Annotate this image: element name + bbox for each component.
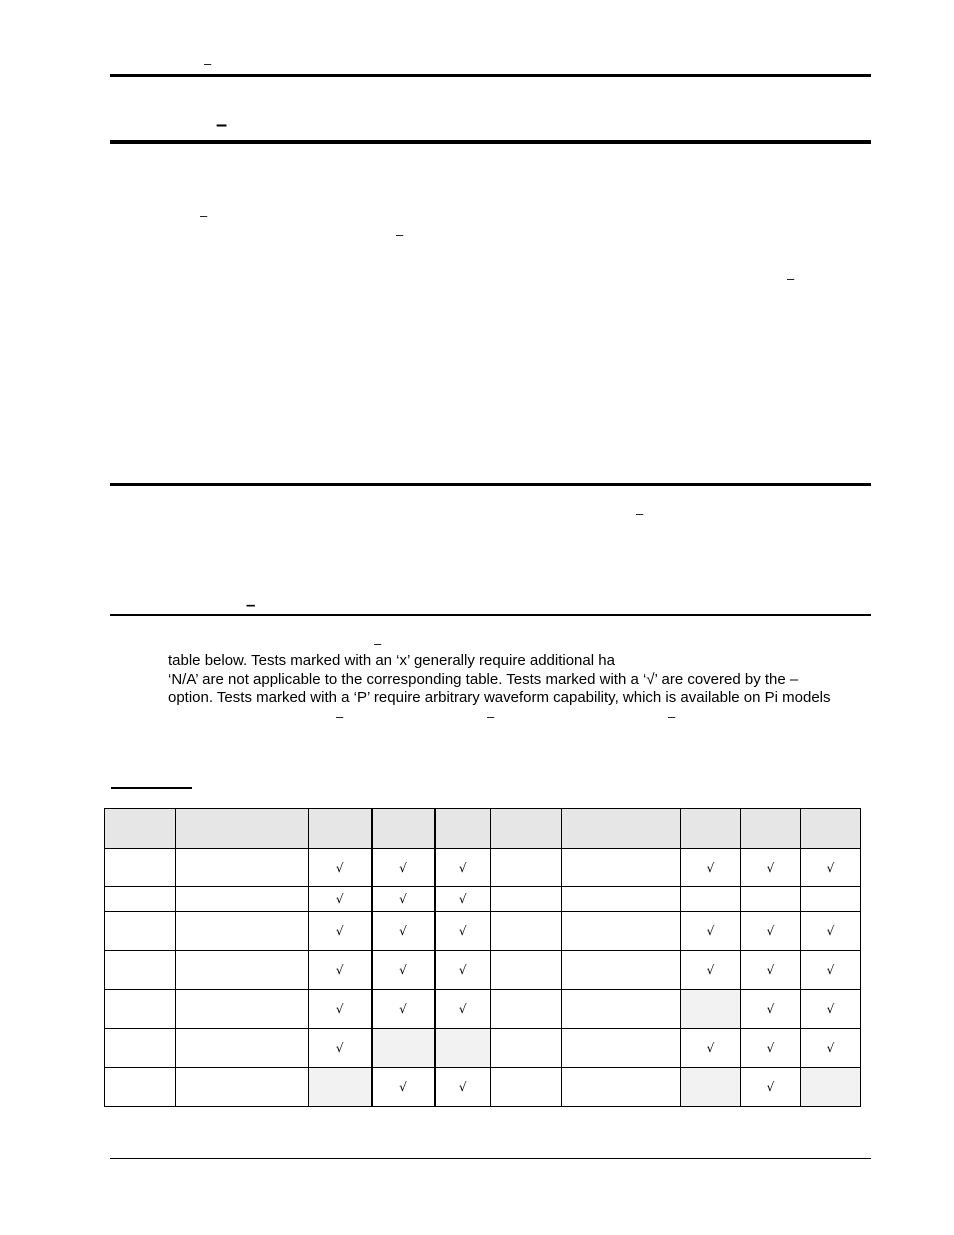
table-cell [681, 1068, 741, 1107]
table-cell [176, 1068, 309, 1107]
header-cell [562, 809, 681, 849]
table-cell [681, 887, 741, 912]
table-cell: √ [801, 849, 861, 887]
table-row [105, 887, 861, 912]
table-cell [491, 849, 562, 887]
table-cell [309, 1068, 372, 1107]
section3-rule [110, 614, 871, 616]
intro-line-3: option. Tests marked with a ‘P’ require arbitrary waveform capability, which is available on Pi models [168, 689, 831, 706]
table-caption-underline [111, 787, 192, 789]
header-cell [105, 809, 176, 849]
table-cell: √ [435, 951, 491, 990]
table-cell: √ [435, 1068, 491, 1107]
table-cell [491, 1029, 562, 1068]
table-cell [105, 1068, 176, 1107]
table-cell: √ [681, 849, 741, 887]
section3-heading-dash: – [246, 595, 256, 614]
table-cell [562, 951, 681, 990]
section2-rule [110, 483, 871, 486]
table-cell: √ [741, 951, 801, 990]
table-header-row [105, 809, 861, 849]
header-cell [801, 809, 861, 849]
table-cell [491, 887, 562, 912]
header-cell [176, 809, 309, 849]
table-cell [105, 849, 176, 887]
table-cell: √ [435, 912, 491, 951]
table-cell: √ [372, 912, 435, 951]
footer-rule [110, 1158, 871, 1159]
table-cell: √ [309, 951, 372, 990]
compatibility-table [104, 808, 861, 1107]
table-cell [176, 990, 309, 1029]
table-cell: √ [741, 990, 801, 1029]
table-cell [562, 887, 681, 912]
table-cell: √ [372, 849, 435, 887]
intro-dash-line4-b: – [487, 709, 495, 724]
table-cell [562, 912, 681, 951]
table-cell [491, 912, 562, 951]
table-cell: √ [801, 912, 861, 951]
table-cell: √ [435, 887, 491, 912]
table-cell: √ [741, 912, 801, 951]
body-dash-c: – [787, 271, 795, 286]
table-row [105, 990, 861, 1029]
table-row [105, 912, 861, 951]
header-cell [435, 809, 491, 849]
table-cell [681, 990, 741, 1029]
table-cell: √ [801, 990, 861, 1029]
table-cell: √ [309, 990, 372, 1029]
table-cell [741, 887, 801, 912]
header-rule [110, 74, 871, 77]
table-cell: √ [681, 951, 741, 990]
table-cell [801, 1068, 861, 1107]
table-cell: √ [372, 887, 435, 912]
table-cell [176, 1029, 309, 1068]
table-row [105, 951, 861, 990]
intro-dash-top: – [374, 636, 382, 651]
table-cell [562, 1068, 681, 1107]
table-cell: √ [681, 1029, 741, 1068]
table-row [105, 849, 861, 887]
table-cell [176, 887, 309, 912]
header-cell [372, 809, 435, 849]
table-cell [176, 951, 309, 990]
table-cell [105, 990, 176, 1029]
table-cell: √ [801, 951, 861, 990]
table-cell [562, 849, 681, 887]
table-cell: √ [372, 1068, 435, 1107]
body-dash-b: – [396, 227, 404, 242]
table-cell [435, 1029, 491, 1068]
table-cell: √ [372, 951, 435, 990]
section1-rule [110, 140, 871, 144]
table-cell [176, 849, 309, 887]
header-cell [741, 809, 801, 849]
table-cell: √ [309, 849, 372, 887]
table-cell [562, 1029, 681, 1068]
intro-line-2: ‘N/A’ are not applicable to the corresponding table. Tests marked with a ‘√’ are covered by the – [168, 671, 799, 688]
table-cell: √ [309, 1029, 372, 1068]
table-cell: √ [309, 912, 372, 951]
table-cell [491, 951, 562, 990]
table-cell: √ [741, 1068, 801, 1107]
table-row [105, 1029, 861, 1068]
table-cell [372, 1029, 435, 1068]
table-cell: √ [801, 1029, 861, 1068]
table-cell: √ [435, 990, 491, 1029]
header-cell [681, 809, 741, 849]
table-cell [176, 912, 309, 951]
table-cell [801, 887, 861, 912]
table-cell: √ [681, 912, 741, 951]
header-cell [491, 809, 562, 849]
table-cell [491, 1068, 562, 1107]
table-cell: √ [741, 1029, 801, 1068]
table-cell [105, 912, 176, 951]
section1-heading-dash: – [216, 114, 228, 136]
table-cell: √ [372, 990, 435, 1029]
table-cell: √ [309, 887, 372, 912]
table-cell [105, 1029, 176, 1068]
table-cell [491, 990, 562, 1029]
table-cell: √ [741, 849, 801, 887]
table-cell: √ [435, 849, 491, 887]
section2-dash: – [636, 506, 644, 521]
table-cell [105, 951, 176, 990]
body-dash-a: – [200, 208, 208, 223]
intro-dash-line4-c: – [668, 709, 676, 724]
header-dash: – [204, 56, 212, 71]
intro-line-1: table below. Tests marked with an ‘x’ generally require additional ha [168, 652, 615, 669]
table-row [105, 1068, 861, 1107]
header-cell [309, 809, 372, 849]
table-cell [562, 990, 681, 1029]
intro-dash-line4-a: – [336, 709, 344, 724]
table-cell [105, 887, 176, 912]
